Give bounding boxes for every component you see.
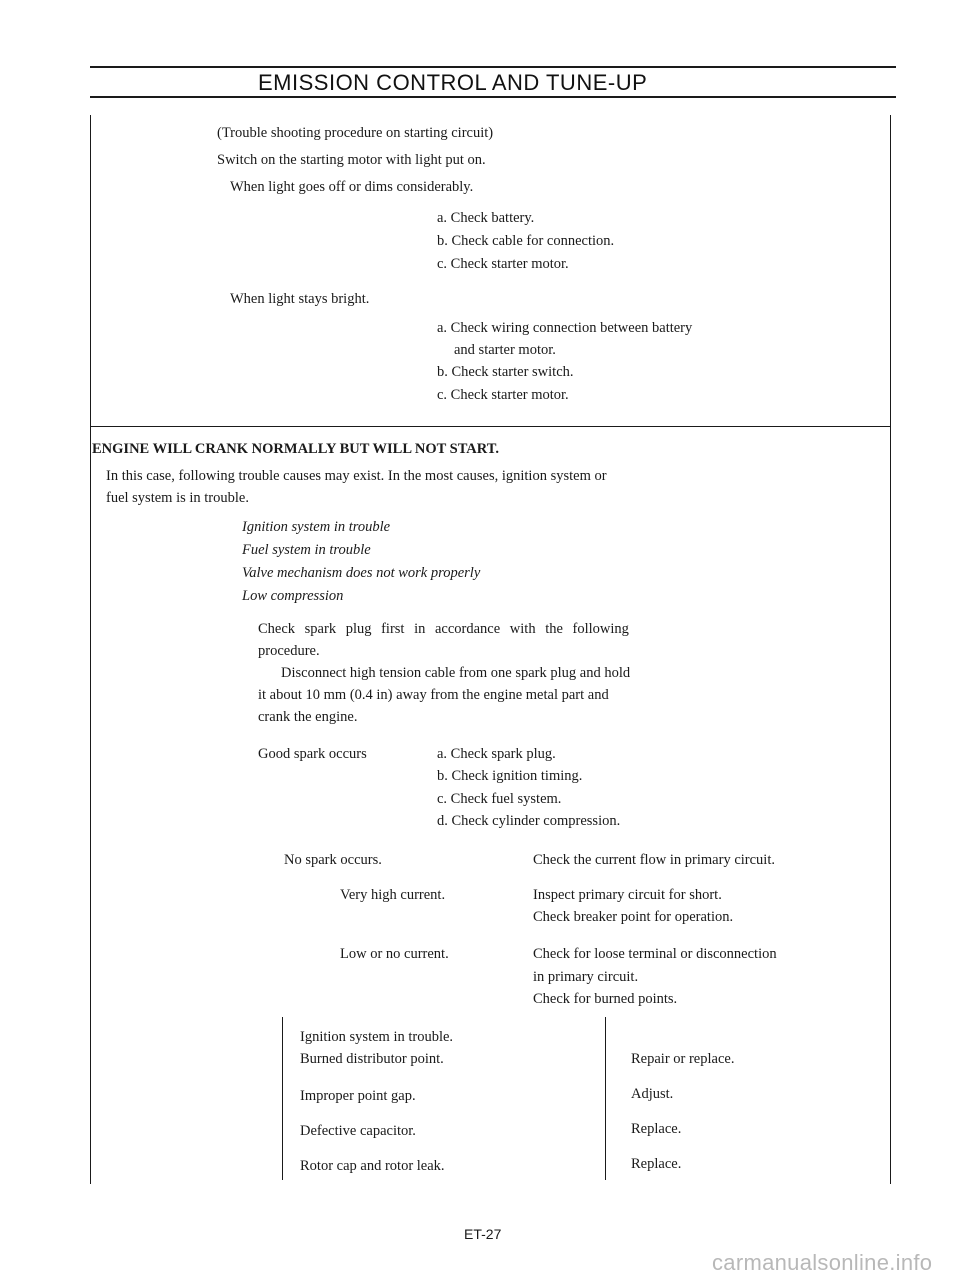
section-left-border — [90, 115, 91, 427]
remedy-point-gap: Adjust. — [631, 1086, 674, 1102]
very-high-line2: Check breaker point for operation. — [533, 909, 734, 925]
good-spark-check-d: d. Check cylinder compression. — [437, 813, 621, 829]
lower-right-border — [890, 427, 891, 1184]
low-current: Low or no current. — [340, 946, 449, 962]
no-start-intro-line2: fuel system is in trouble. — [106, 490, 249, 506]
starting-circuit-heading: (Trouble shooting procedure on starting circuit) — [217, 125, 494, 141]
good-spark-condition: Good spark occurs — [258, 746, 367, 762]
remedy-burned-point: Repair or replace. — [631, 1051, 735, 1067]
ignition-cause-capacitor: Defective capacitor. — [300, 1123, 416, 1139]
remedy-capacitor: Replace. — [631, 1121, 682, 1137]
section-right-border — [890, 115, 891, 427]
ignition-table-divider — [605, 1017, 606, 1180]
bright-check-a-line2: and starter motor. — [454, 342, 556, 358]
spark-check-line5: crank the engine. — [258, 709, 358, 725]
spark-check-line4: it about 10 mm (0.4 in) away from the engine metal part and — [258, 687, 609, 703]
bright-check-b: b. Check starter switch. — [437, 364, 574, 380]
ignition-cause-burned-point: Burned distributor point. — [300, 1051, 444, 1067]
cause-ignition: Ignition system in trouble — [242, 519, 391, 535]
low-current-line2: in primary circuit. — [533, 969, 639, 985]
low-current-line3: Check for burned points. — [533, 991, 678, 1007]
dims-check-c: c. Check starter motor. — [437, 256, 569, 272]
ignition-cause-point-gap: Improper point gap. — [300, 1088, 416, 1104]
good-spark-check-a: a. Check spark plug. — [437, 746, 556, 762]
section-divider — [90, 426, 891, 427]
remedy-rotor-leak: Replace. — [631, 1156, 682, 1172]
no-spark-condition: No spark occurs. — [284, 852, 382, 868]
ignition-cause-header: Ignition system in trouble. — [300, 1029, 454, 1045]
good-spark-check-c: c. Check fuel system. — [437, 791, 562, 807]
header-bottom-rule — [90, 96, 896, 98]
spark-check-line1: Check spark plug first in accordance with the following — [258, 621, 629, 637]
no-start-heading: ENGINE WILL CRANK NORMALLY BUT WILL NOT START. — [92, 441, 499, 457]
lower-left-border — [90, 427, 91, 1184]
watermark: carmanualsonline.info — [712, 1250, 933, 1275]
cause-fuel: Fuel system in trouble — [242, 542, 371, 558]
very-high-current: Very high current. — [340, 887, 446, 903]
page-number: ET-27 — [464, 1226, 502, 1242]
header-top-rule — [90, 66, 896, 68]
spark-check-line2: procedure. — [258, 643, 320, 659]
bright-check-a-line1: a. Check wiring connection between battery — [437, 320, 693, 336]
cause-valve: Valve mechanism does not work properly — [242, 565, 481, 581]
page-title: EMISSION CONTROL AND TUNE-UP — [258, 70, 648, 95]
spark-check-line3: Disconnect high tension cable from one spark plug and hold — [281, 665, 631, 681]
ignition-table-left-border — [282, 1017, 283, 1180]
starting-circuit-instruction: Switch on the starting motor with light put on. — [217, 152, 486, 168]
dims-check-a: a. Check battery. — [437, 210, 535, 226]
good-spark-check-b: b. Check ignition timing. — [437, 768, 583, 784]
dims-check-b: b. Check cable for connection. — [437, 233, 615, 249]
no-spark-action: Check the current flow in primary circuit. — [533, 852, 775, 868]
bright-check-c: c. Check starter motor. — [437, 387, 569, 403]
light-dims-condition: When light goes off or dims considerably. — [230, 179, 474, 195]
ignition-cause-rotor-leak: Rotor cap and rotor leak. — [300, 1158, 445, 1174]
cause-compression: Low compression — [242, 588, 344, 604]
very-high-line1: Inspect primary circuit for short. — [533, 887, 722, 903]
light-bright-condition: When light stays bright. — [230, 291, 370, 307]
no-start-intro-line1: In this case, following trouble causes may exist. In the most causes, ignition system or — [106, 468, 607, 484]
low-current-line1: Check for loose terminal or disconnection — [533, 946, 777, 962]
